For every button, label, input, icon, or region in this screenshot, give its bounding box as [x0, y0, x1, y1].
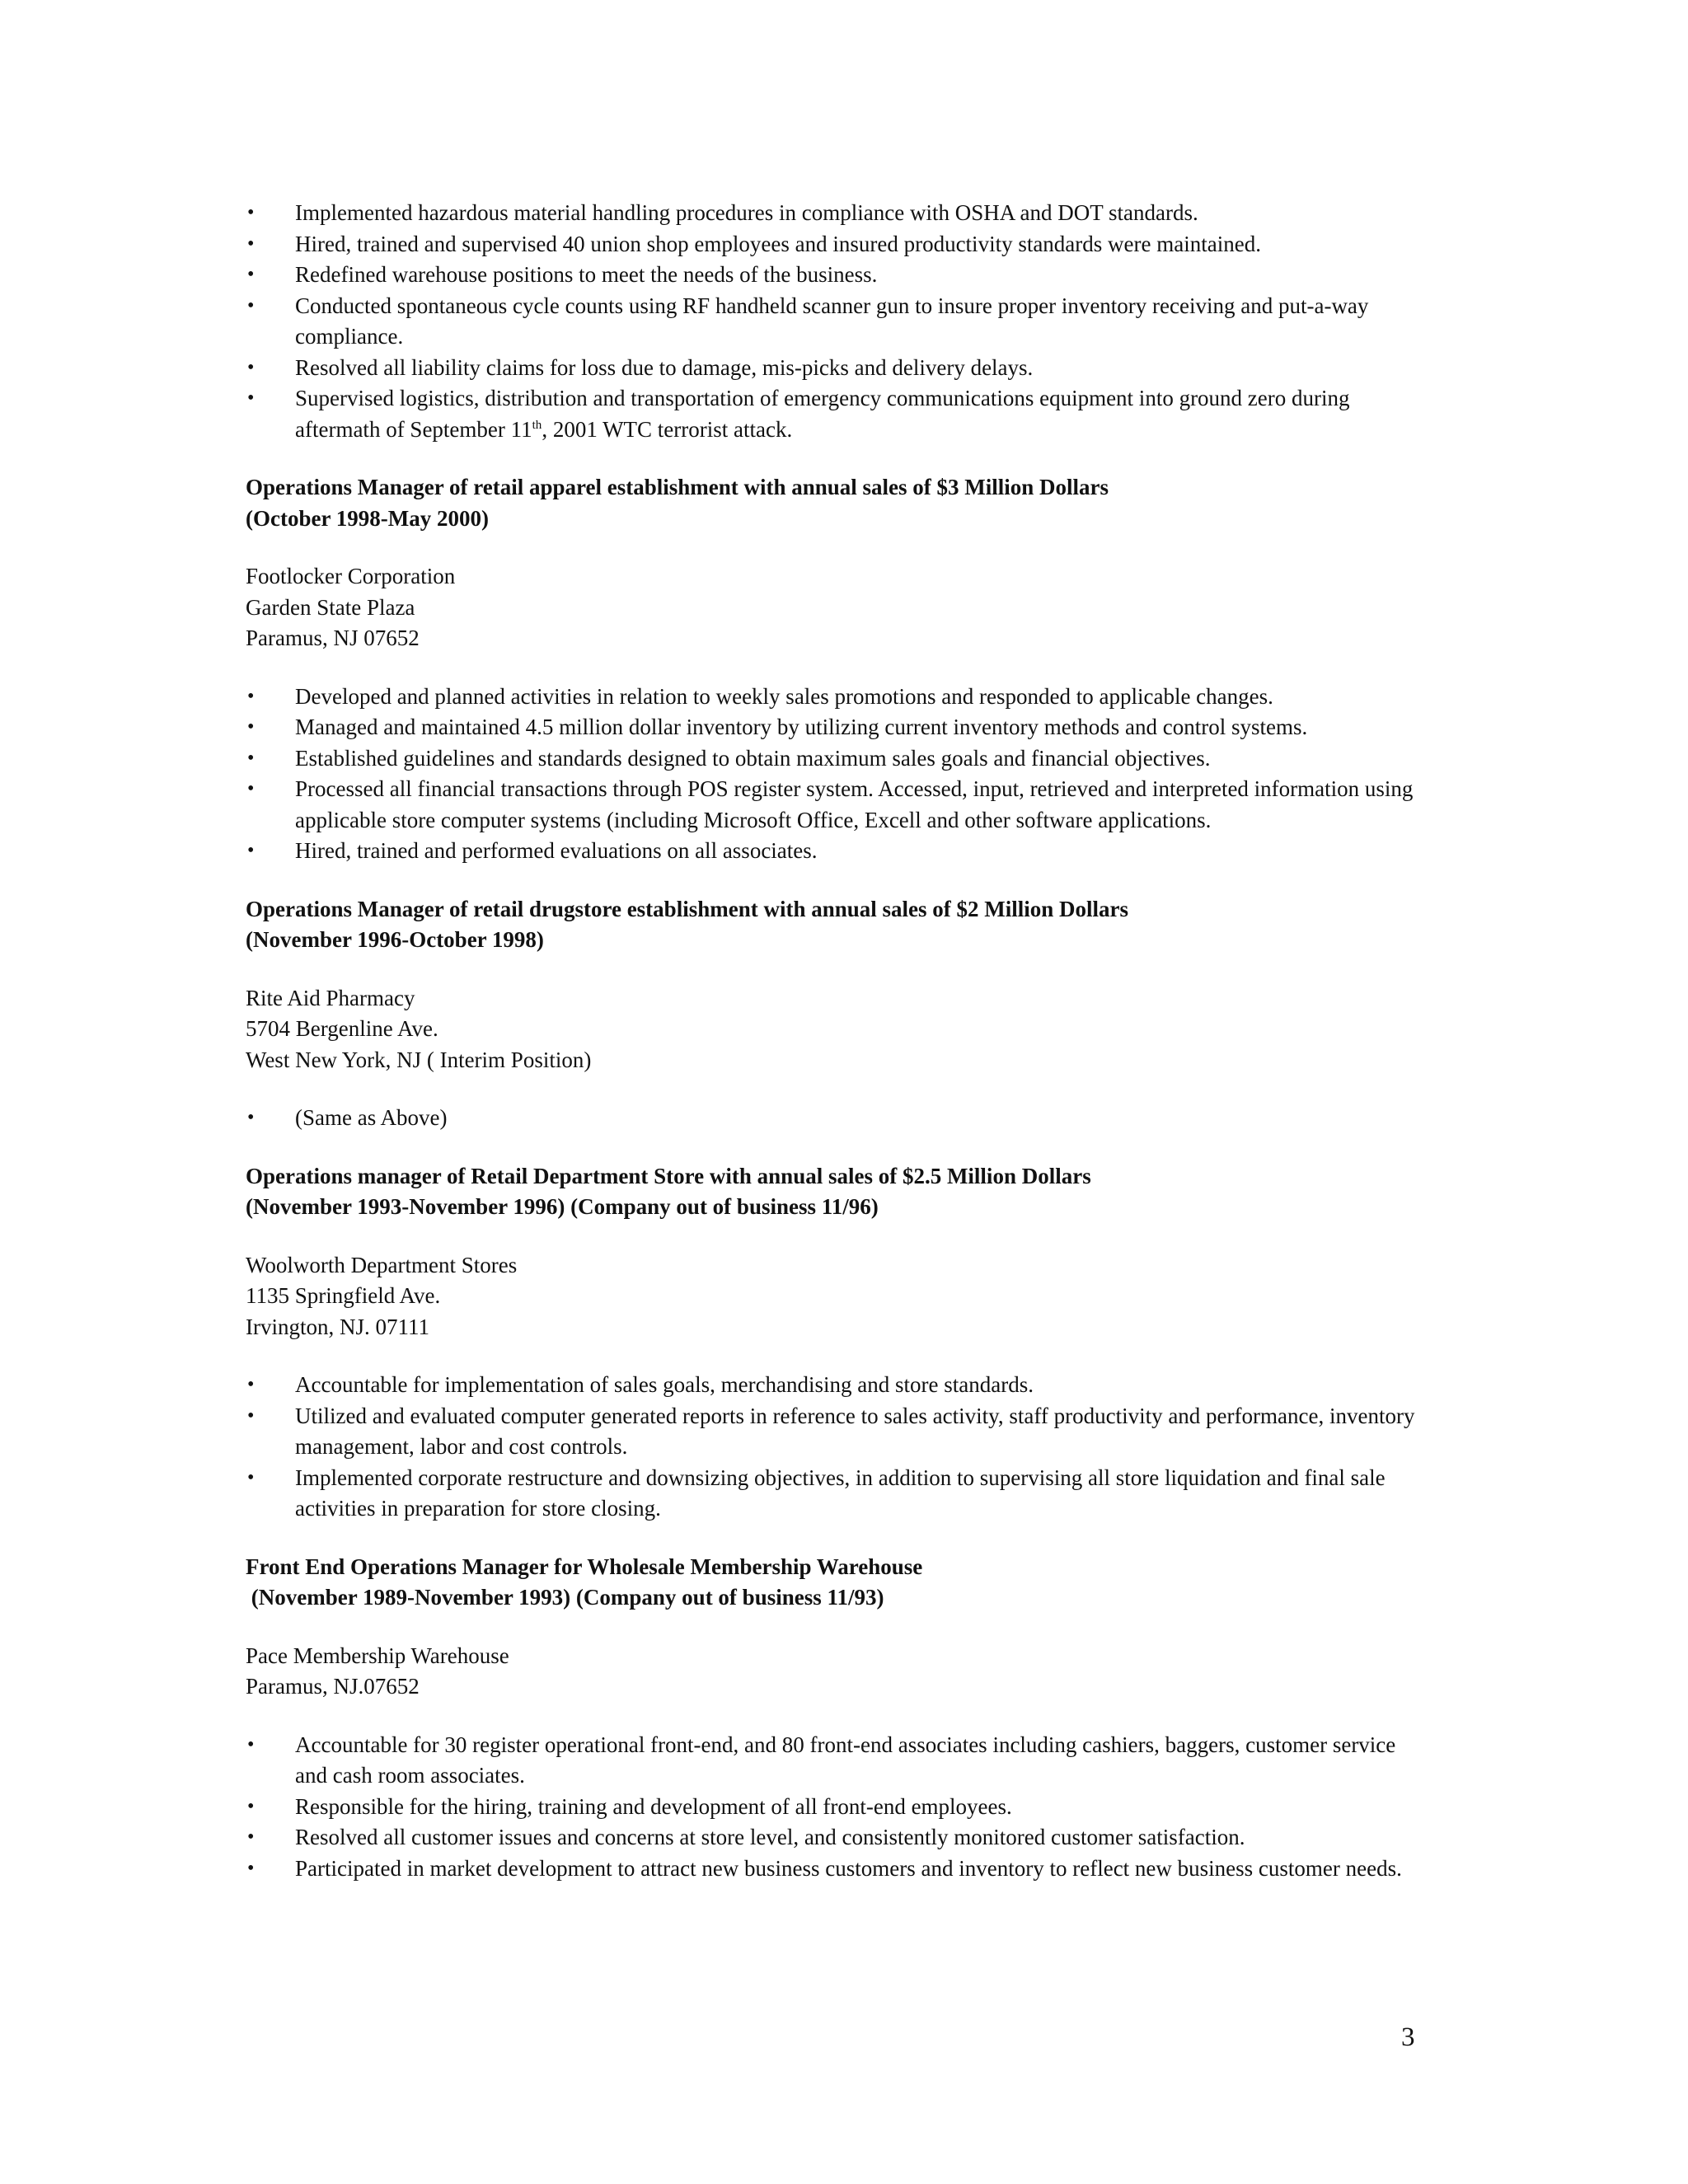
- list-item: [246, 1401, 1432, 1463]
- job-dates: (October 1998-May 2000): [246, 505, 489, 531]
- bullet-icon: •: [247, 716, 255, 738]
- bullet-text: Redefined warehouse positions to meet the needs of the business.: [295, 262, 878, 287]
- bullet-text: Conducted spontaneous cycle counts using RF handheld scanner gun to insure proper inventory receiving and put-a-way compliance.: [295, 293, 1369, 349]
- bullet-text: Responsible for the hiring, training and development of all front-end employees.: [295, 1793, 1012, 1819]
- bullet-icon: •: [247, 747, 255, 769]
- bullet-icon: •: [247, 840, 255, 861]
- list-item: [246, 712, 1432, 743]
- bullet-icon: •: [247, 294, 255, 316]
- list-item: [246, 836, 1432, 867]
- bullet-icon: •: [247, 1857, 255, 1879]
- bullet-text: Established guidelines and standards designed to obtain maximum sales goals and financial objectives.: [295, 745, 1211, 771]
- bullet-text: Accountable for 30 register operational front-end, and 80 front-end associates including cashiers, baggers, customer service and cash room associates.: [295, 1732, 1396, 1788]
- bullet-text: Resolved all liability claims for loss due to damage, mis-picks and delivery delays.: [295, 354, 1034, 380]
- bullet-text: Hired, trained and performed evaluations on all associates.: [295, 838, 818, 863]
- list-item: [246, 743, 1432, 775]
- ordinal-suffix: th: [532, 418, 542, 432]
- job-title: Operations manager of Retail Department Store with annual sales of $2.5 Million Dollars: [246, 1163, 1091, 1188]
- page-number: 3: [1401, 2022, 1415, 2052]
- bullet-icon: •: [247, 1404, 255, 1427]
- document-page: [246, 198, 1432, 1884]
- job-bullet-list: [246, 682, 1432, 867]
- list-item: [246, 291, 1432, 353]
- bullet-text-pre: Supervised logistics, distribution and transportation of emergency communications equipment into ground zero during aftermath of September 11: [295, 386, 1350, 442]
- list-item: [246, 353, 1432, 384]
- job-section: [246, 1161, 1432, 1525]
- employer-address: Garden State Plaza: [246, 594, 415, 620]
- bullet-icon: •: [247, 264, 255, 285]
- list-item: [246, 1822, 1432, 1854]
- bullet-text: Implemented hazardous material handling procedures in compliance with OSHA and DOT standards.: [295, 200, 1198, 225]
- list-item: [246, 1103, 1432, 1134]
- bullet-icon: •: [247, 232, 255, 255]
- bullet-text: Participated in market development to attract new business customers and inventory to reflect new business customer needs.: [295, 1855, 1402, 1881]
- bullet-text: Hired, trained and supervised 40 union shop employees and insured productivity standards were maintained.: [295, 231, 1261, 256]
- bullet-icon: •: [247, 1466, 255, 1488]
- intro-bullet-list: [246, 198, 1432, 445]
- bullet-icon: •: [247, 685, 255, 707]
- employer-city: Irvington, NJ. 07111: [246, 1314, 429, 1339]
- job-title: Operations Manager of retail drugstore establishment with annual sales of $2 Million Dollars: [246, 896, 1128, 921]
- employer-name: Footlocker Corporation: [246, 564, 456, 588]
- job-section: [246, 894, 1432, 1134]
- job-bullet-list: [246, 1103, 1432, 1134]
- job-bullet-list: [246, 1730, 1432, 1885]
- bullet-text: Managed and maintained 4.5 million dollar inventory by utilizing current inventory methods and control systems.: [295, 715, 1308, 739]
- job-section: [246, 472, 1432, 867]
- employer-city: Paramus, NJ.07652: [246, 1674, 420, 1699]
- list-item: [246, 229, 1432, 260]
- list-item: [246, 260, 1432, 291]
- employer-name: Pace Membership Warehouse: [246, 1643, 509, 1668]
- list-item: [246, 1463, 1432, 1525]
- bullet-icon: •: [247, 1826, 255, 1848]
- bullet-text-post: , 2001 WTC terrorist attack.: [542, 416, 793, 442]
- bullet-icon: •: [247, 202, 255, 223]
- employer-city: Paramus, NJ 07652: [246, 626, 420, 650]
- bullet-text: Developed and planned activities in relation to weekly sales promotions and responded to applicable changes.: [295, 683, 1273, 709]
- list-item: [246, 774, 1432, 836]
- job-dates: (November 1996-October 1998): [246, 927, 544, 952]
- bullet-icon: •: [247, 1107, 255, 1128]
- bullet-icon: •: [247, 1795, 255, 1817]
- bullet-icon: •: [247, 356, 255, 378]
- bullet-text: Accountable for implementation of sales goals, merchandising and store standards.: [295, 1372, 1034, 1397]
- job-dates: (November 1989-November 1993) (Company out of business 11/93): [246, 1585, 884, 1610]
- employer-city: West New York, NJ ( Interim Position): [246, 1047, 592, 1072]
- job-section: [246, 1552, 1432, 1885]
- bullet-icon: •: [247, 1733, 255, 1755]
- bullet-text: Processed all financial transactions through POS register system. Accessed, input, retrieved and interpreted information using applicable store computer systems (including Microsoft Office, Excell and other software applications.: [295, 776, 1414, 832]
- employer-address: 1135 Springfield Ave.: [246, 1283, 441, 1308]
- list-item: [246, 1792, 1432, 1823]
- job-bullet-list: [246, 1370, 1432, 1525]
- employer-name: Woolworth Department Stores: [246, 1252, 518, 1277]
- job-title: Operations Manager of retail apparel establishment with annual sales of $3 Million Dollars: [246, 475, 1109, 499]
- bullet-icon: •: [247, 778, 255, 799]
- bullet-icon: •: [247, 1374, 255, 1395]
- bullet-text: Utilized and evaluated computer generated reports in reference to sales activity, staff productivity and performance, inventory management, labor and cost controls.: [295, 1403, 1415, 1459]
- list-item: [246, 198, 1432, 229]
- job-dates: (November 1993-November 1996) (Company out of business 11/96): [246, 1194, 879, 1219]
- employer-address: 5704 Bergenline Ave.: [246, 1016, 438, 1041]
- bullet-text: Implemented corporate restructure and downsizing objectives, in addition to supervising all store liquidation and final sale activities in preparation for store closing.: [295, 1465, 1386, 1521]
- employer-name: Rite Aid Pharmacy: [246, 985, 415, 1010]
- bullet-icon: •: [247, 387, 255, 409]
- job-title: Front End Operations Manager for Wholesale Membership Warehouse: [246, 1554, 923, 1579]
- list-item: [246, 682, 1432, 713]
- list-item: [246, 1730, 1432, 1792]
- bullet-text: (Same as Above): [295, 1105, 448, 1130]
- bullet-text: Resolved all customer issues and concerns at store level, and consistently monitored customer satisfaction.: [295, 1825, 1245, 1849]
- list-item: [246, 383, 1432, 445]
- list-item: [246, 1370, 1432, 1401]
- list-item: [246, 1854, 1432, 1885]
